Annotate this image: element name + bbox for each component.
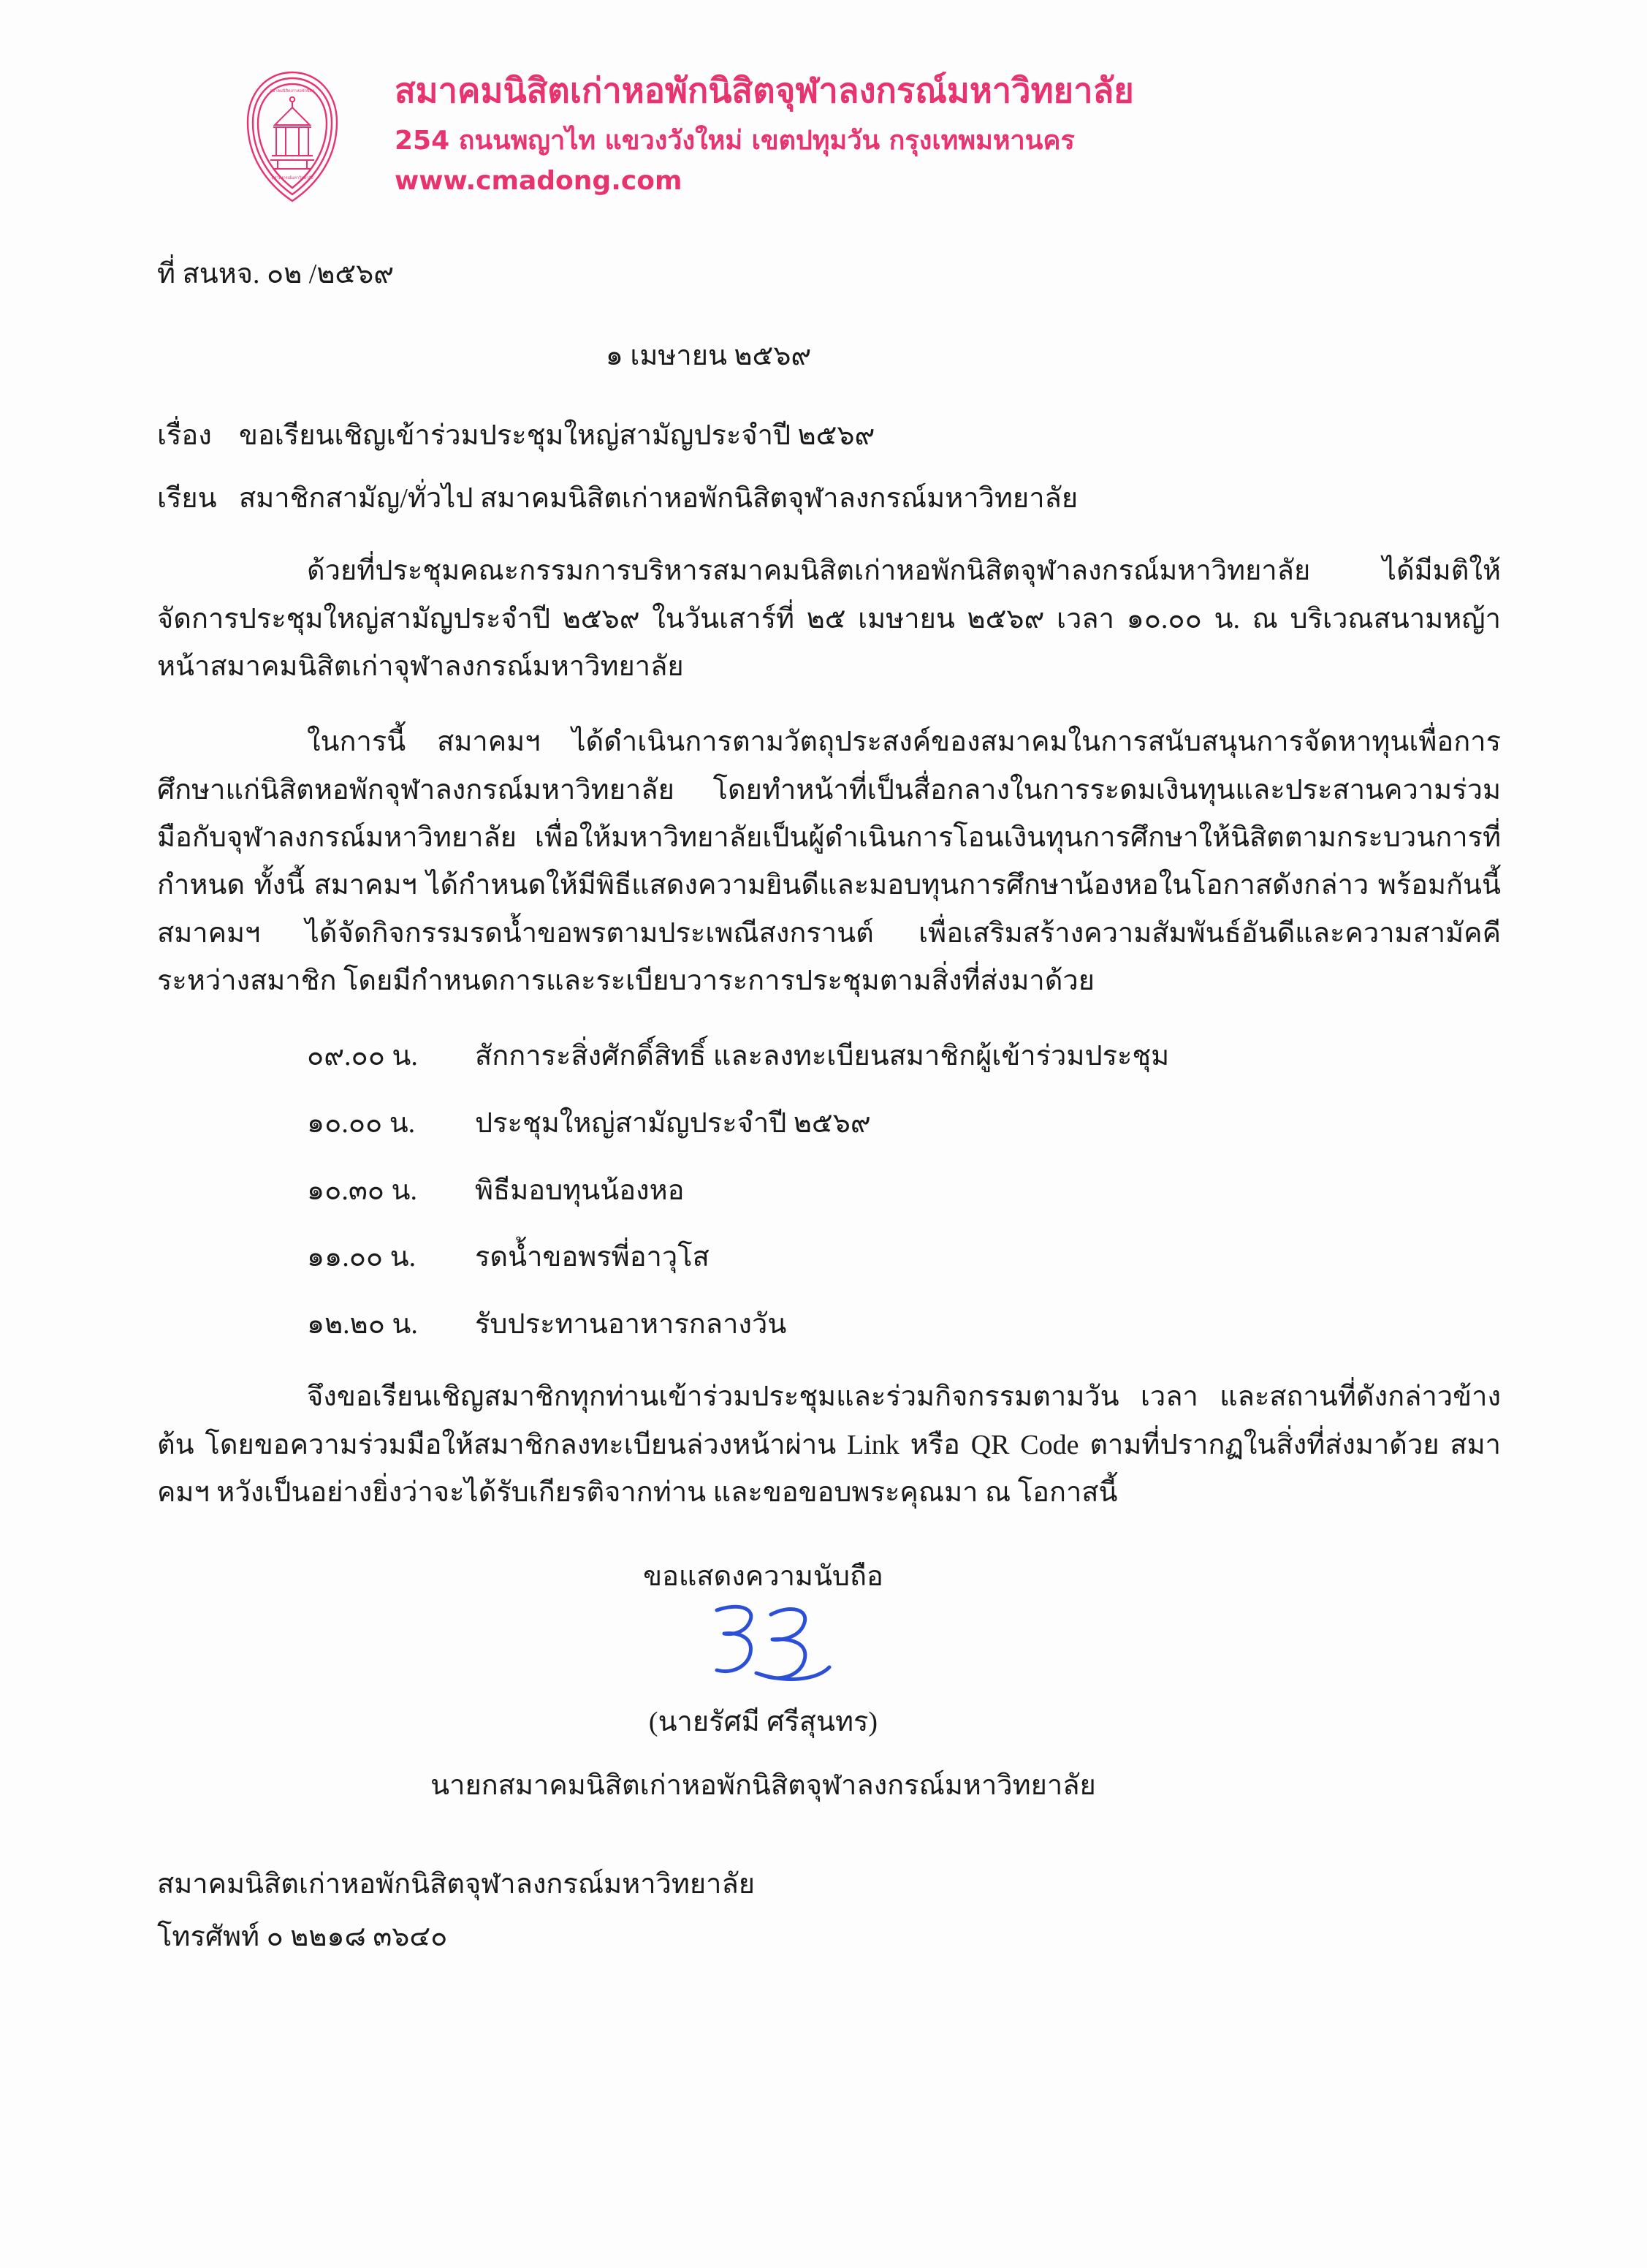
recipient-row (157, 477, 1501, 522)
svg-text:สมาคมนิสิตเก่าหอพักนิสิต: สมาคมนิสิตเก่าหอพักนิสิต (270, 89, 315, 94)
closing-regards: ขอแสดงความนับถือ (643, 1561, 883, 1593)
agenda-item (307, 1101, 1501, 1147)
agenda-description: ประชุมใหญ่สามัญประจำปี ๒๕๖๙ (475, 1107, 871, 1139)
paragraph-2: ในการนี้ สมาคมฯ ได้ดำเนินการตามวัตถุประสงค์ของสมาคมในการสนับสนุนการจัดหาทุนเพื่อการศึกษาแก่นิสิตหอพักจุฬาลงกรณ์มหาวิทยาลัย โดยทำหน้าที่เป็นสื่อกลางในการระดมเงินทุนและประสานความร่วมมือกับจุฬาลงกรณ์มหาวิทยาลัย เพื่อให้มหาวิทยาลัยเป็นผู้ดำเนินการโอนเงินทุนการศึกษาให้นิสิตตามกระบวนการที่กำหนด ทั้งนี้ สมาคมฯ ได้กำหนดให้มีพิธีแสดงความยินดีและมอบทุนการศึกษาน้องหอในโอกาสดังกล่าว พร้อมกันนี้ สมาคมฯ ได้จัดกิจกรรมรดน้ำขอพรตามประเพณีสงกรานต์ เพื่อเสริมสร้างความสัมพันธ์อันดีและความสามัคคีระหว่างสมาชิก โดยมีกำหนดการและระเบียบวาระการประชุมตามสิ่งที่ส่งมาด้วย (157, 727, 1501, 997)
agenda-description: รับประทานอาหารกลางวัน (475, 1308, 787, 1340)
agenda-time: ๑๒.๒๐ น. (307, 1308, 418, 1340)
agenda-time: ๑๐.๓๐ น. (307, 1175, 417, 1206)
letterhead-text (395, 58, 1134, 196)
footer-organization: สมาคมนิสิตเก่าหอพักนิสิตจุฬาลงกรณ์มหาวิทยาลัย (157, 1868, 756, 1900)
paragraph-1: ด้วยที่ประชุมคณะกรรมการบริหารสมาคมนิสิตเก่าหอพักนิสิตจุฬาลงกรณ์มหาวิทยาลัย ได้มีมติให้จัดการประชุมใหญ่สามัญประจำปี ๒๕๖๙ ในวันเสาร์ที่ ๒๕ เมษายน ๒๕๖๙ เวลา ๑๐.๐๐ น. ณ บริเวณสนามหญ้าหน้าสมาคมนิสิตเก่าจุฬาลงกรณ์มหาวิทยาลัย (157, 555, 1501, 682)
svg-text:จุฬาลงกรณ์มหาวิทยาลัย: จุฬาลงกรณ์มหาวิทยาลัย (271, 176, 313, 181)
organization-website: www.cmadong.com (395, 166, 682, 197)
letterhead (0, 0, 1647, 212)
subject-row (157, 414, 1501, 459)
paragraph-3: จึงขอเรียนเชิญสมาชิกทุกท่านเข้าร่วมประชุมและร่วมกิจกรรมตามวัน เวลา และสถานที่ดังกล่าวข้างต้น โดยขอความร่วมมือให้สมาชิกลงทะเบียนล่วงหน้าผ่าน Link หรือ QR Code ตามที่ปรากฏในสิ่งที่ส่งมาด้วย สมาคมฯ หวังเป็นอย่างยิ่งว่าจะได้รับเกียรติจากท่าน และขอขอบพระคุณมา ณ โอกาสนี้ (157, 1381, 1501, 1508)
signatory-title: นายกสมาคมนิสิตเก่าหอพักนิสิตจุฬาลงกรณ์มหาวิทยาลัย (430, 1770, 1096, 1802)
agenda-time: ๑๑.๐๐ น. (307, 1242, 416, 1273)
reference-number: ที่ สนหจ. ๐๒ /๒๕๖๙ (157, 259, 395, 289)
signature-block (157, 1555, 1501, 1809)
footer-contact (0, 1860, 1647, 1962)
subject-label: เรื่อง (157, 420, 212, 452)
agenda-item (307, 1235, 1501, 1281)
handwritten-signature (157, 1600, 1369, 1699)
subject-value: ขอเรียนเชิญเข้าร่วมประชุมใหญ่สามัญประจำปี ๒๕๖๙ (239, 420, 875, 452)
footer-phone: โทรศัพท์ ๐ ๒๒๑๘ ๓๖๔๐ (157, 1922, 448, 1953)
document-body (0, 252, 1647, 1809)
agenda-description: รดน้ำขอพรพี่อาวุโส (475, 1242, 710, 1273)
agenda-item (307, 1169, 1501, 1214)
organization-address: 254 ถนนพญาไท แขวงวังใหม่ เขตปทุมวัน กรุงเทพมหานคร (395, 125, 1075, 156)
agenda-time: ๑๐.๐๐ น. (307, 1107, 416, 1139)
agenda-item (307, 1034, 1501, 1080)
organization-name: สมาคมนิสิตเก่าหอพักนิสิตจุฬาลงกรณ์มหาวิทยาลัย (395, 71, 1134, 111)
seal-emblem (237, 69, 347, 205)
signatory-name: (นายรัศมี ศรีสุนทร) (648, 1706, 878, 1737)
recipient-value: สมาชิกสามัญ/ทั่วไป สมาคมนิสิตเก่าหอพักนิสิตจุฬาลงกรณ์มหาวิทยาลัย (239, 482, 1079, 514)
subject-block (157, 414, 1501, 521)
agenda-time: ๐๙.๐๐ น. (307, 1041, 418, 1072)
agenda-list (157, 1034, 1501, 1347)
document-date: ๑ เมษายน ๒๕๖๙ (605, 340, 812, 371)
agenda-item (307, 1302, 1501, 1348)
agenda-description: สักการะสิ่งศักดิ์สิทธิ์ และลงทะเบียนสมาชิกผู้เข้าร่วมประชุม (475, 1041, 1170, 1072)
agenda-description: พิธีมอบทุนน้องหอ (475, 1175, 685, 1206)
recipient-label: เรียน (157, 482, 217, 514)
